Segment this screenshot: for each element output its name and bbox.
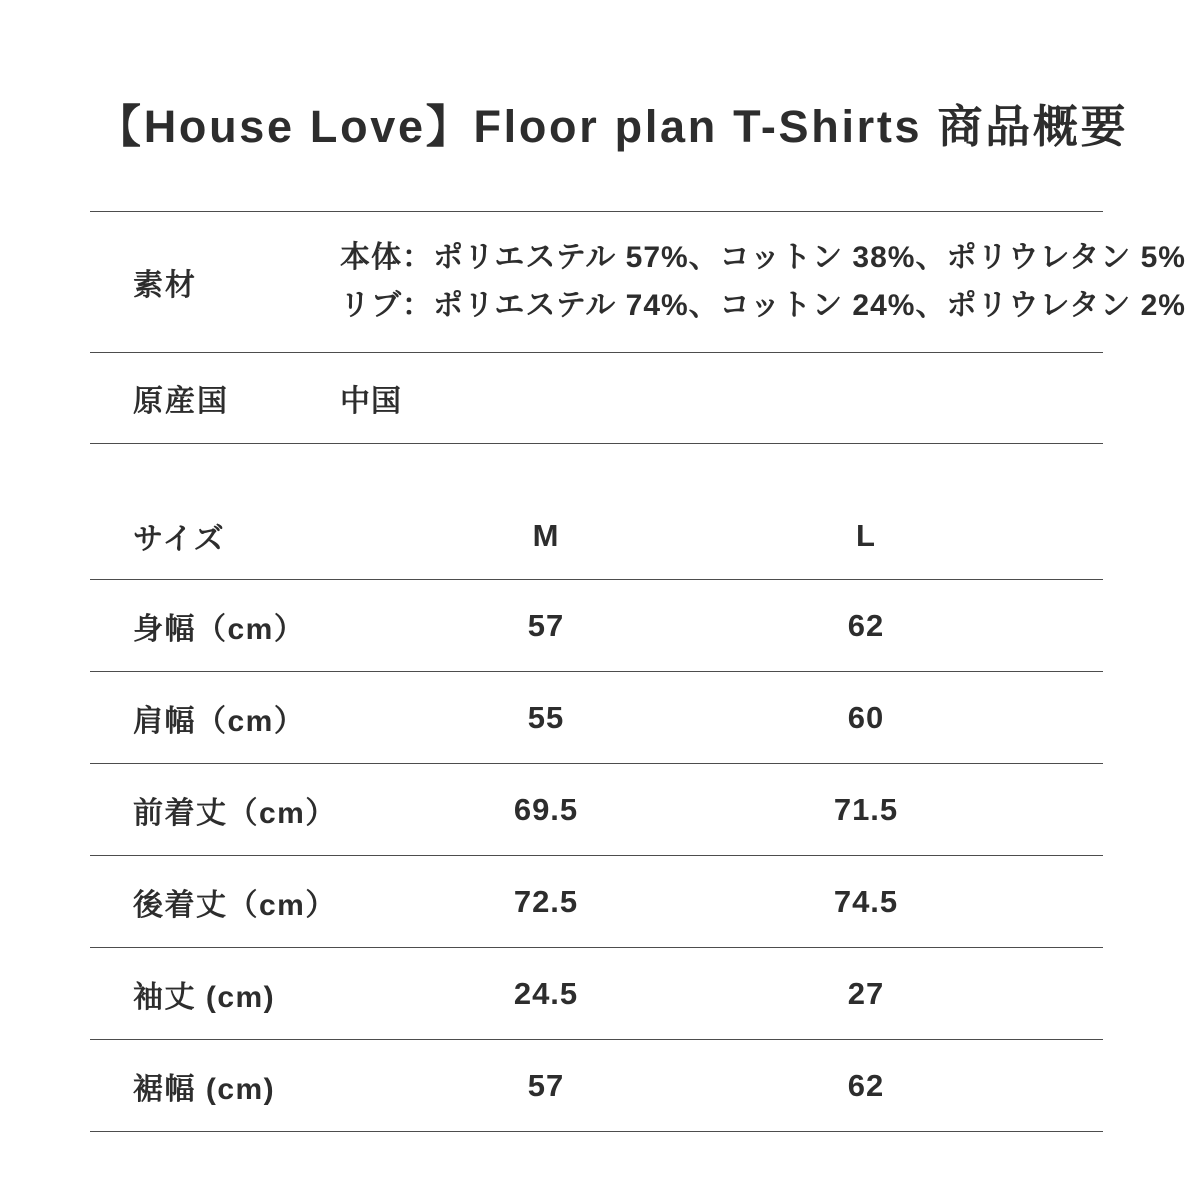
origin-label: 原産国 bbox=[133, 385, 229, 418]
row-value-m: 55 bbox=[527, 699, 565, 735]
size-row-shoulder-width bbox=[90, 672, 1103, 764]
size-column-header-l: L bbox=[856, 518, 876, 553]
row-value-m: 72.5 bbox=[513, 883, 579, 919]
size-column-header-m: M bbox=[532, 518, 560, 553]
size-row-back-length bbox=[90, 856, 1103, 948]
row-value-m: 69.5 bbox=[513, 791, 579, 827]
size-row-sleeve-length bbox=[90, 948, 1103, 1040]
row-value-l: 60 bbox=[847, 699, 885, 735]
row-label: 肩幅（cm） bbox=[133, 704, 306, 738]
material-line-rib: リブ：ポリエステル 74%、コットン 24%、ポリウレタン 2% bbox=[340, 289, 1186, 322]
size-table-header-row bbox=[90, 493, 1103, 580]
spec-content bbox=[90, 0, 1186, 1132]
page-title: 【House Love】Floor plan T-Shirts 商品概要 bbox=[96, 101, 1129, 152]
row-label: 裾幅 (cm) bbox=[133, 1072, 276, 1106]
row-value-l: 62 bbox=[847, 607, 885, 643]
size-table bbox=[90, 493, 1103, 1132]
info-row-material bbox=[90, 212, 1186, 353]
origin-value: 中国 bbox=[340, 385, 402, 418]
row-label: 身幅（cm） bbox=[133, 612, 306, 646]
row-value-l: 62 bbox=[847, 1067, 885, 1103]
row-value-m: 57 bbox=[527, 607, 565, 643]
material-line-body: 本体：ポリエステル 57%、コットン 38%、ポリウレタン 5% bbox=[340, 241, 1186, 274]
info-row-origin bbox=[90, 353, 1103, 444]
row-value-l: 71.5 bbox=[833, 791, 899, 827]
size-row-body-width bbox=[90, 580, 1103, 672]
row-label: 後着丈（cm） bbox=[133, 888, 337, 922]
size-row-front-length bbox=[90, 764, 1103, 856]
row-label: 前着丈（cm） bbox=[133, 796, 337, 830]
row-value-m: 24.5 bbox=[513, 975, 579, 1011]
info-table bbox=[90, 211, 1186, 444]
size-row-hem-width bbox=[90, 1040, 1103, 1132]
row-value-l: 74.5 bbox=[833, 883, 899, 919]
material-value bbox=[340, 234, 1186, 330]
row-value-l: 27 bbox=[847, 975, 885, 1011]
row-label: 袖丈 (cm) bbox=[133, 980, 276, 1014]
size-header-label: サイズ bbox=[133, 523, 226, 556]
material-label: 素材 bbox=[133, 269, 197, 302]
row-value-m: 57 bbox=[527, 1067, 565, 1103]
